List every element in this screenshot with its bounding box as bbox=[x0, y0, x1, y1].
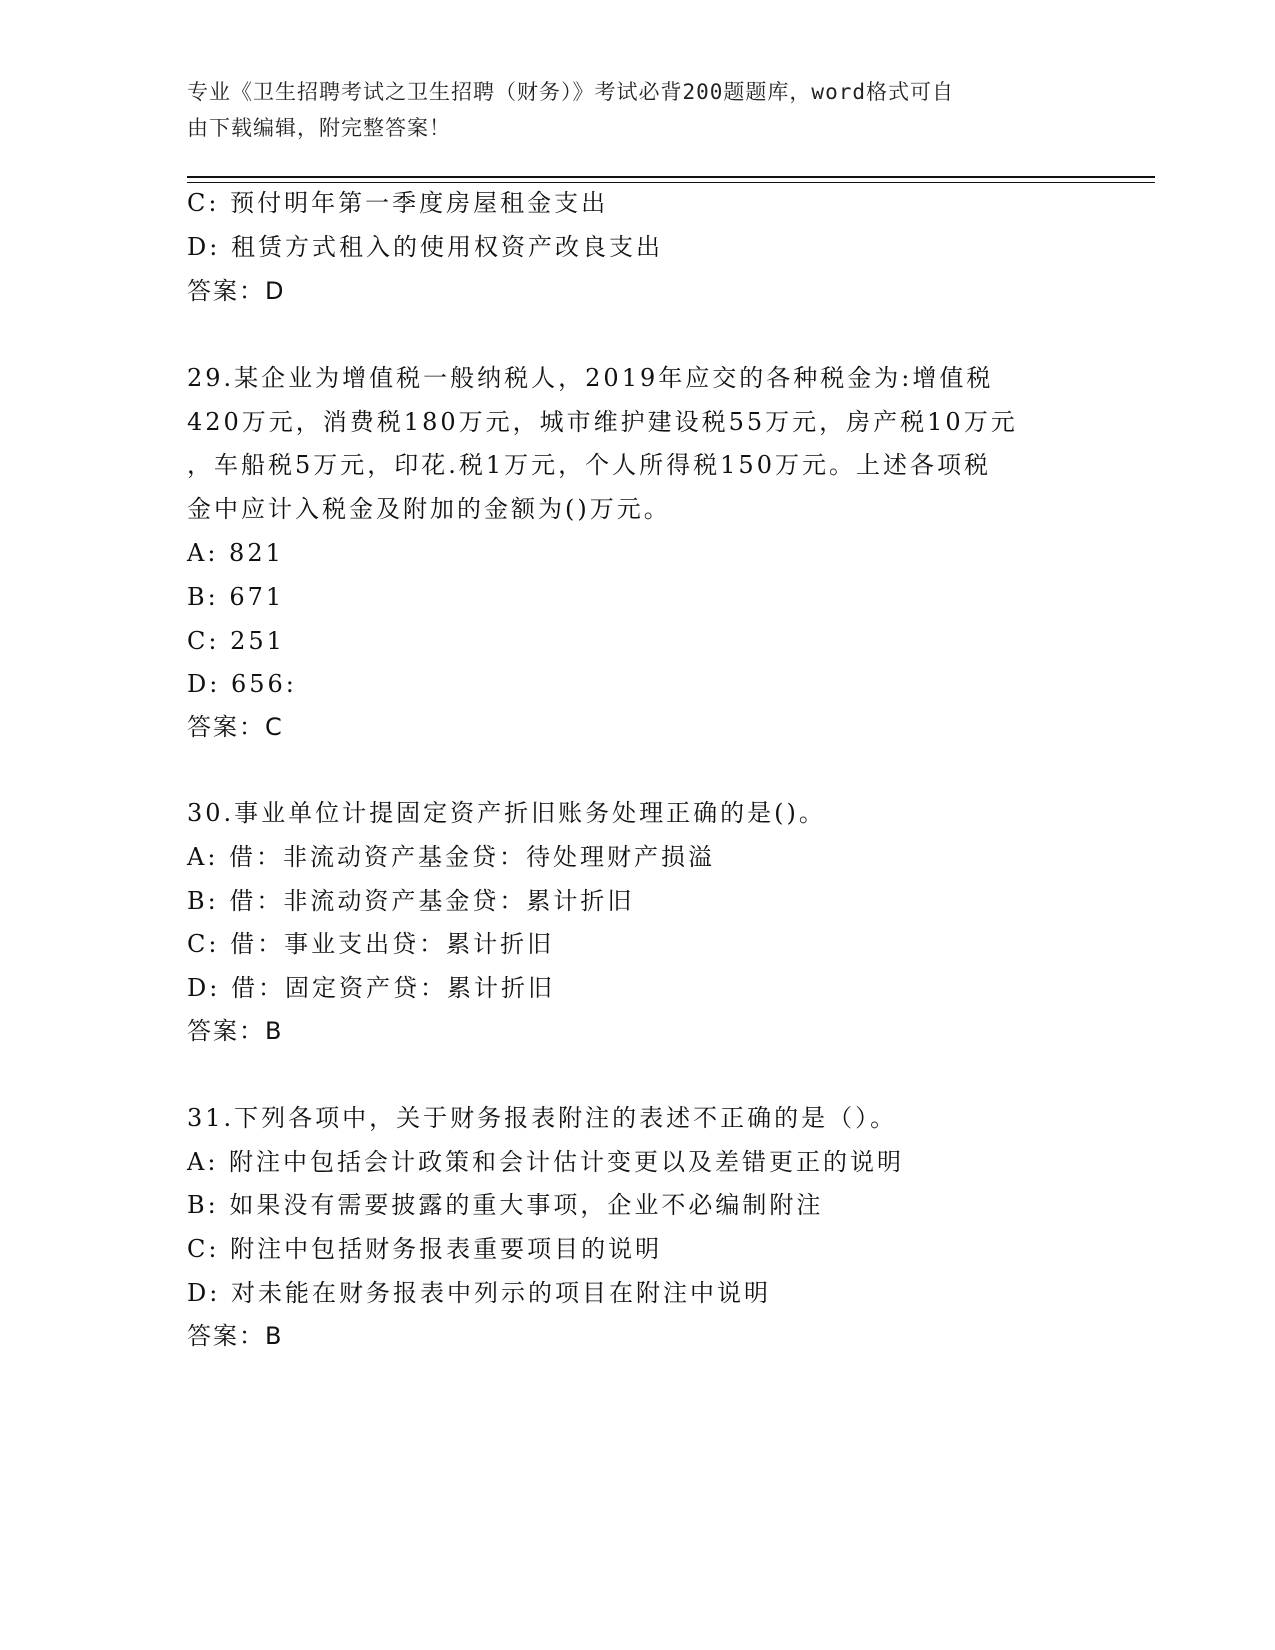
header-line-2: 由下载编辑，附完整答案！ bbox=[187, 116, 451, 140]
q30-answer: 答案：B bbox=[187, 1017, 284, 1045]
q31-stem: 31.下列各项中，关于财务报表附注的表述不正确的是（）。 bbox=[187, 1104, 898, 1132]
q30-option-d: D: 借：固定资产贷：累计折旧 bbox=[187, 974, 555, 1002]
document-header bbox=[187, 74, 1067, 146]
q31-option-d: D: 对未能在财务报表中列示的项目在附注中说明 bbox=[187, 1279, 771, 1307]
header-divider-thick bbox=[187, 176, 1155, 178]
prev-option-d: D: 租赁方式租入的使用权资产改良支出 bbox=[187, 233, 663, 261]
q29-option-b: B: 671 bbox=[187, 583, 285, 611]
q31-option-a: A: 附注中包括会计政策和会计估计变更以及差错更正的说明 bbox=[187, 1148, 905, 1176]
q30-option-a: A: 借：非流动资产基金贷：待处理财产损溢 bbox=[187, 843, 716, 871]
q31-option-b: B: 如果没有需要披露的重大事项，企业不必编制附注 bbox=[187, 1191, 824, 1219]
q31-option-c: C: 附注中包括财务报表重要项目的说明 bbox=[187, 1235, 663, 1263]
q30-option-b: B: 借：非流动资产基金贷：累计折旧 bbox=[187, 887, 635, 915]
prev-option-c: C: 预付明年第一季度房屋租金支出 bbox=[187, 189, 609, 217]
q29-option-c: C: 251 bbox=[187, 627, 285, 655]
header-divider-thin bbox=[187, 182, 1155, 183]
prev-answer: 答案：D bbox=[187, 277, 286, 305]
q30-option-c: C: 借：事业支出贷：累计折旧 bbox=[187, 930, 555, 958]
q29-answer: 答案：C bbox=[187, 713, 284, 741]
q31-answer: 答案：B bbox=[187, 1322, 284, 1350]
q29-stem-line-2: 420万元，消费税180万元，城市维护建设税55万元，房产税10万元 bbox=[187, 408, 1018, 436]
q29-stem-line-3: ，车船税5万元，印花.税1万元，个人所得税150万元。上述各项税 bbox=[187, 451, 991, 479]
q29-option-d: D: 656: bbox=[187, 670, 297, 698]
q29-option-a: A: 821 bbox=[187, 539, 284, 567]
q29-stem-line-4: 金中应计入税金及附加的金额为()万元。 bbox=[187, 495, 671, 523]
q29-stem-line-1: 29.某企业为增值税一般纳税人，2019年应交的各种税金为:增值税 bbox=[187, 364, 994, 392]
header-line-1: 专业《卫生招聘考试之卫生招聘（财务）》考试必背200题题库，word格式可自 bbox=[187, 80, 954, 104]
q30-stem: 30.事业单位计提固定资产折旧账务处理正确的是()。 bbox=[187, 799, 826, 827]
